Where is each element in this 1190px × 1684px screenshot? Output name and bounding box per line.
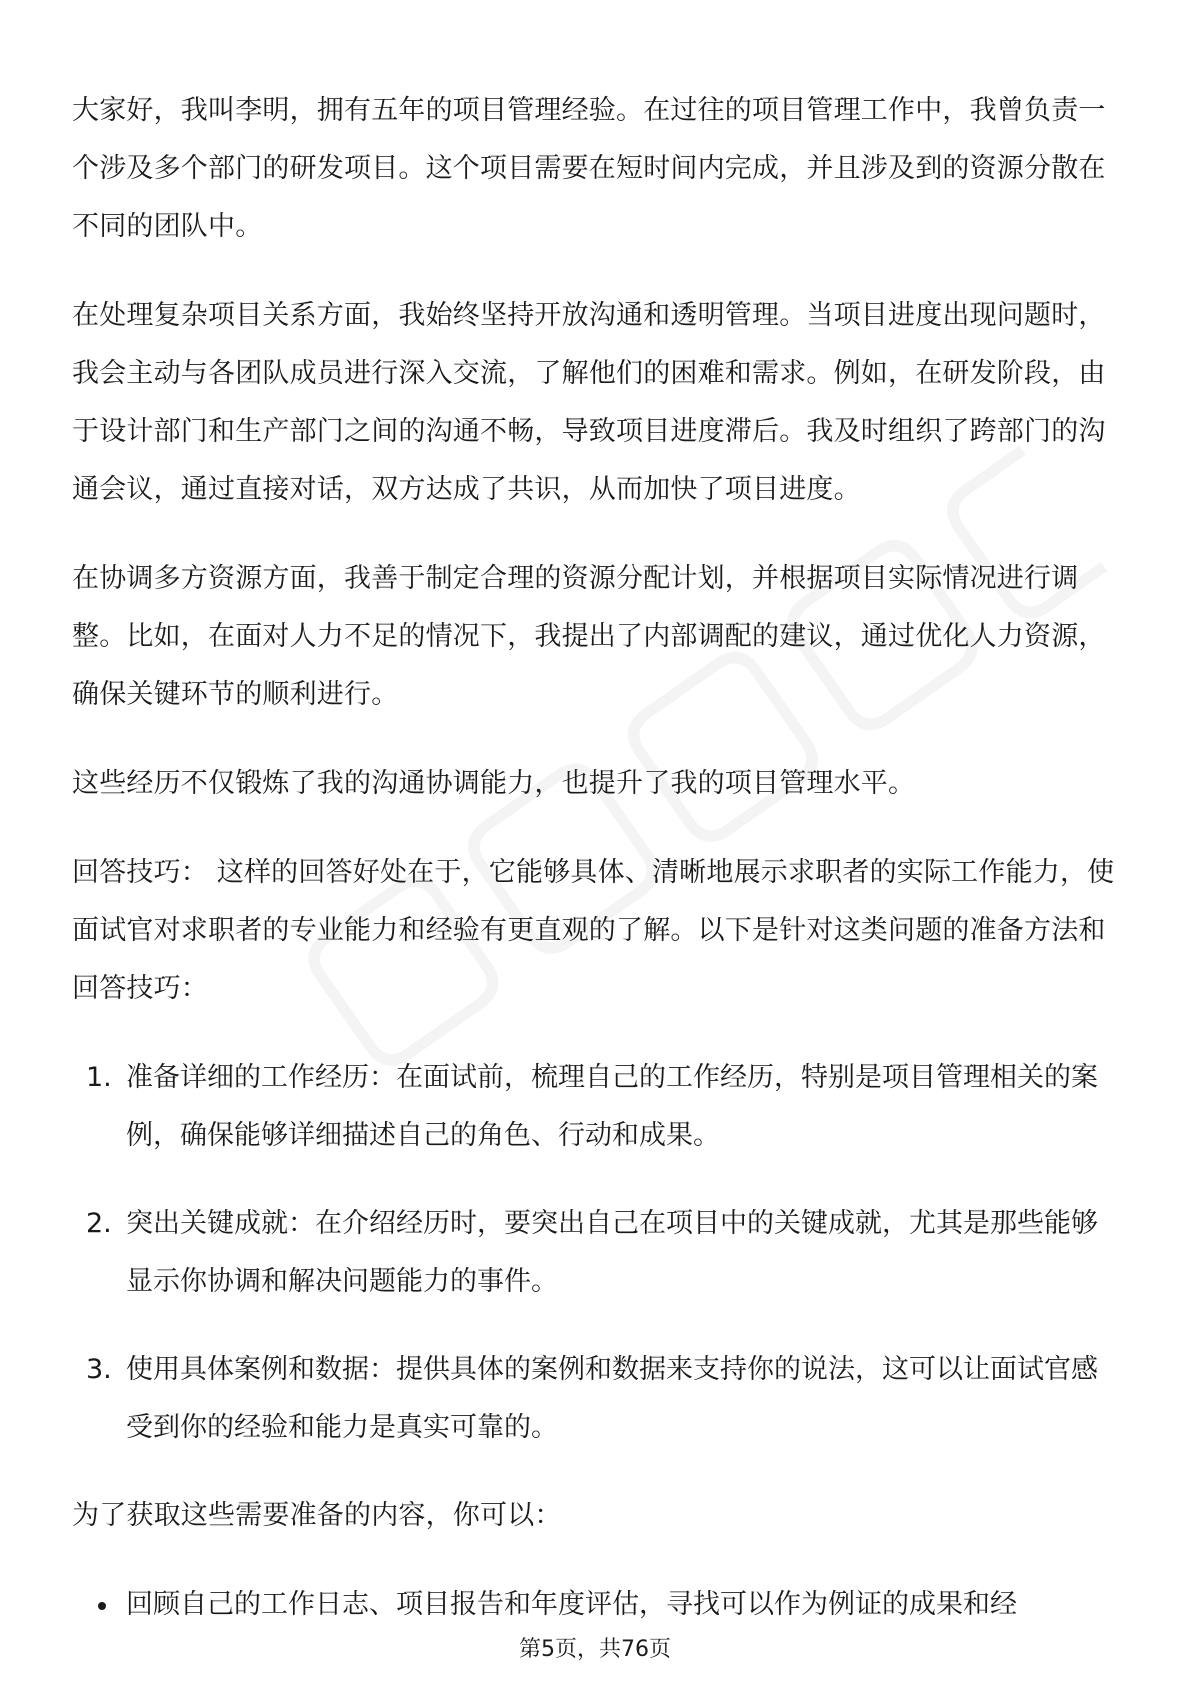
list-number: 1. <box>86 1062 112 1093</box>
list-item-text: 使用具体案例和数据：提供具体的案例和数据来支持你的说法，这可以让面试官感受到你的经验和能力是真实可靠的。 <box>126 1354 1098 1443</box>
bullet-item-text: 回顾自己的工作日志、项目报告和年度评估，寻找可以作为例证的成果和经 <box>126 1589 1017 1620</box>
page-number-footer: 第5页，共76页 <box>519 1637 671 1662</box>
list-item-text: 突出关键成就：在介绍经历时，要突出自己在项目中的关键成就，尤其是那些能够显示你协调和解决问题能力的事件。 <box>126 1208 1098 1297</box>
list-item <box>72 1195 1122 1311</box>
list-item <box>72 1341 1122 1457</box>
paragraph-intro: 大家好，我叫李明，拥有五年的项目管理经验。在过往的项目管理工作中，我曾负责一个涉及多个部门的研发项目。这个项目需要在短时间内完成，并且涉及到的资源分散在不同的团队中。 <box>72 95 1106 242</box>
paragraph-closing-intro: 为了获取这些需要准备的内容，你可以： <box>72 1500 562 1531</box>
paragraph-relationships: 在处理复杂项目关系方面，我始终坚持开放沟通和透明管理。当项目进度出现问题时，我会主动与各团队成员进行深入交流，了解他们的困难和需求。例如，在研发阶段，由于设计部门和生产部门之间的沟通不畅，导致项目进度滞后。我及时组织了跨部门的沟通会议，通过直接对话，双方达成了共识，从而加快了项目进度。 <box>72 300 1106 505</box>
bullet-dot-icon <box>98 1602 106 1610</box>
list-number: 2. <box>86 1208 112 1239</box>
list-item <box>72 1049 1122 1165</box>
bullet-item <box>72 1576 1122 1634</box>
list-item-text: 准备详细的工作经历：在面试前，梳理自己的工作经历，特别是项目管理相关的案例，确保能够详细描述自己的角色、行动和成果。 <box>126 1062 1098 1151</box>
list-number: 3. <box>86 1354 112 1385</box>
paragraph-resources: 在协调多方资源方面，我善于制定合理的资源分配计划，并根据项目实际情况进行调整。比如，在面对人力不足的情况下，我提出了内部调配的建议，通过优化人力资源，确保关键环节的顺利进行。 <box>72 563 1106 710</box>
numbered-list <box>72 1049 1122 1457</box>
document-body <box>72 82 1122 1634</box>
paragraph-summary: 这些经历不仅锻炼了我的沟通协调能力，也提升了我的项目管理水平。 <box>72 768 916 799</box>
paragraph-tips: 回答技巧： 这样的回答好处在于，它能够具体、清晰地展示求职者的实际工作能力，使面试官对求职者的专业能力和经验有更直观的了解。以下是针对这类问题的准备方法和回答技巧： <box>72 857 1115 1004</box>
bullet-list <box>72 1576 1122 1634</box>
